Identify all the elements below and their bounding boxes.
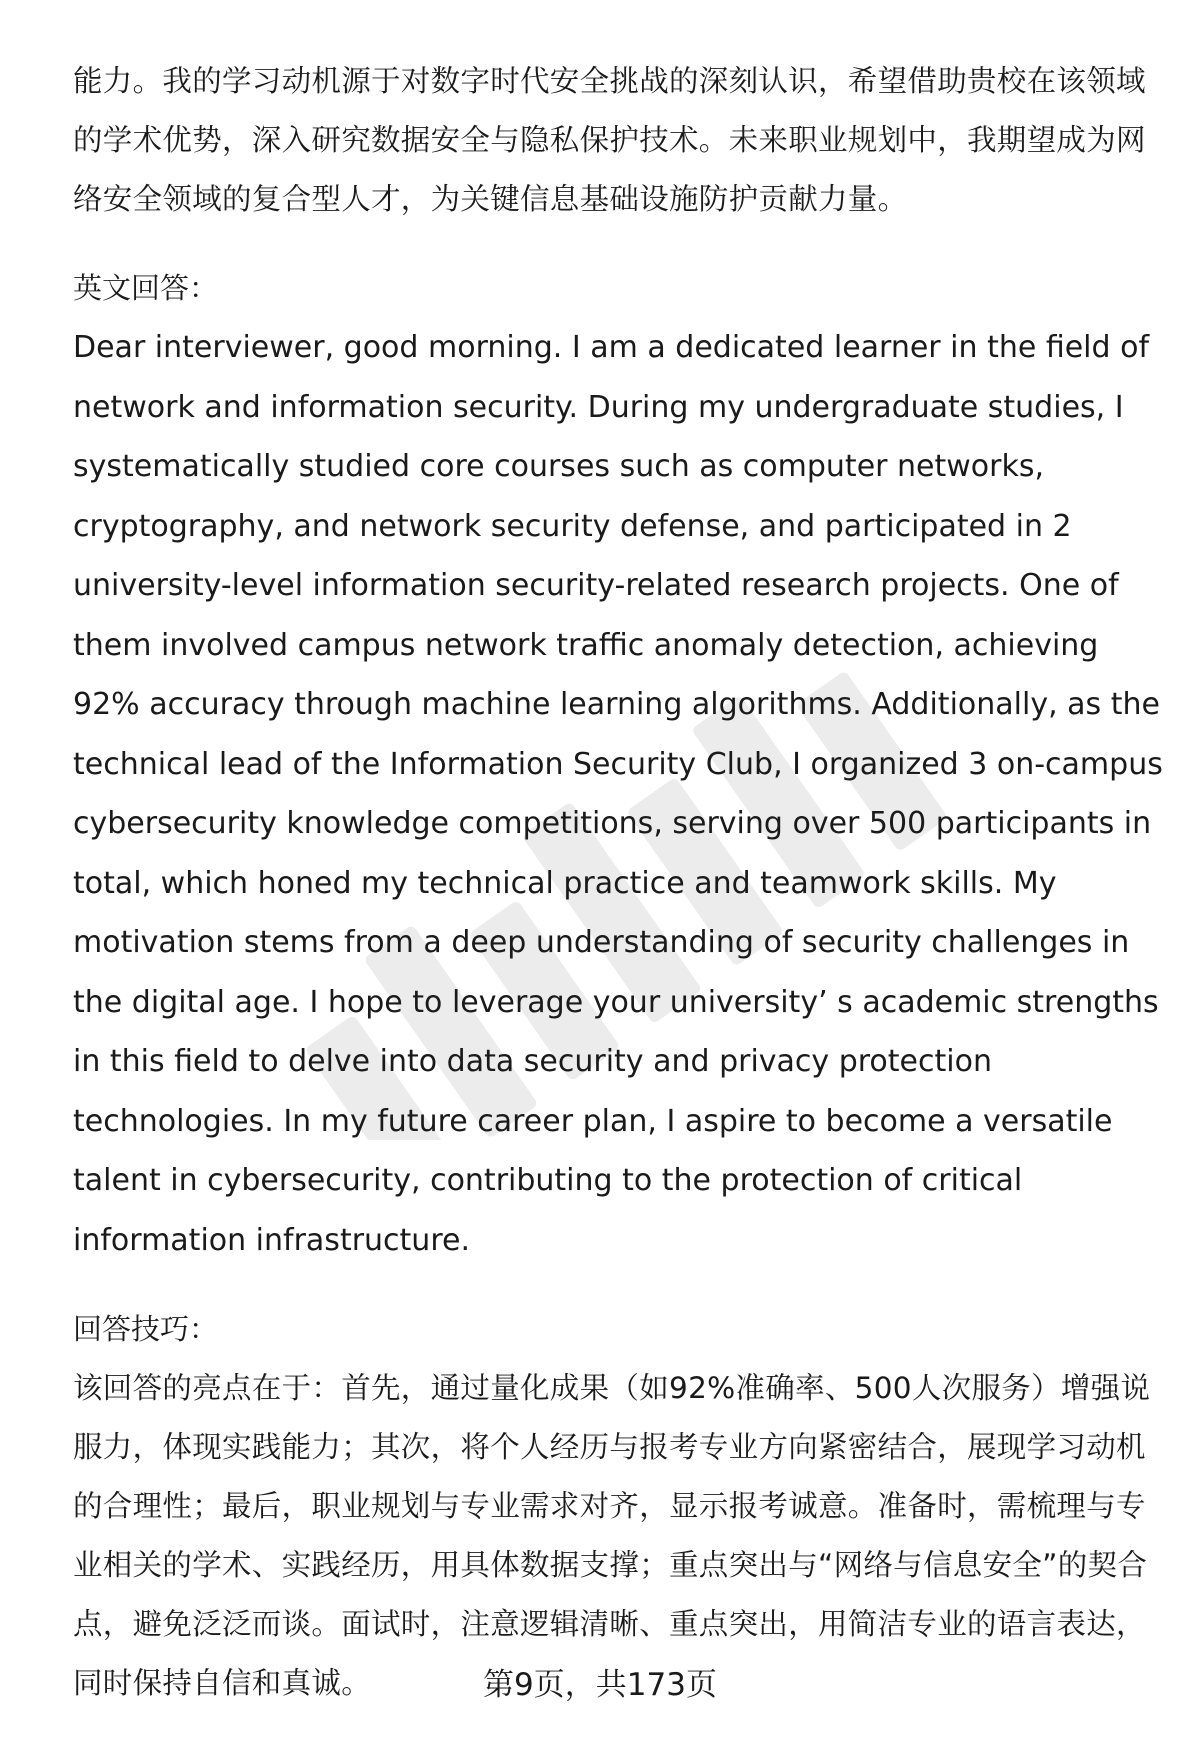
section-gap <box>73 1270 1163 1300</box>
page-number: 第9页，共173页 <box>483 1667 717 1703</box>
tips-heading: 回答技巧： <box>73 1312 219 1346</box>
document-content <box>73 52 1163 1713</box>
english-answer-heading: 英文回答： <box>73 271 219 305</box>
english-answer-body: Dear interviewer, good morning. I am a dedicated learner in the field of network and information security. During my undergraduate studies, I systematically studied core courses such as computer networks, cryptography, and network security defense, and participated in 2 university-level information security-related research projects. One of them involved campus network traffic anomaly detection, achieving 92% accuracy through machine learning algorithms. Additionally, as the technical lead of the Information Security Club, I organized 3 on-campus cybersecurity knowledge competitions, serving over 500 participants in total, which honed my technical practice and teamwork skills. My motivation stems from a deep understanding of security challenges in the digital age. I hope to leverage your university’ s academic strengths in this field to delve into data security and privacy protection technologies. In my future career plan, I aspire to become a versatile talent in cybersecurity, contributing to the protection of critical information infrastructure. <box>73 330 1163 1258</box>
section-gap <box>73 229 1163 259</box>
tips-body: 该回答的亮点在于：首先，通过量化成果（如92%准确率、500人次服务）增强说服力，体现实践能力；其次，将个人经历与报考专业方向紧密结合，展现学习动机的合理性；最后，职业规划与专业需求对齐，显示报考诚意。准备时，需梳理与专业相关的学术、实践经历，用具体数据支撑；重点突出与“网络与信息安全”的契合点，避免泛泛而谈。面试时，注意逻辑清晰、重点突出，用简洁专业的语言表达，同时保持自信和真诚。 <box>73 1371 1151 1700</box>
intro-paragraph: 能力。我的学习动机源于对数字时代安全挑战的深刻认识，希望借助贵校在该领域的学术优势，深入研究数据安全与隐私保护技术。未来职业规划中，我期望成为网络安全领域的复合型人才，为关键信息基础设施防护贡献力量。 <box>73 64 1146 216</box>
